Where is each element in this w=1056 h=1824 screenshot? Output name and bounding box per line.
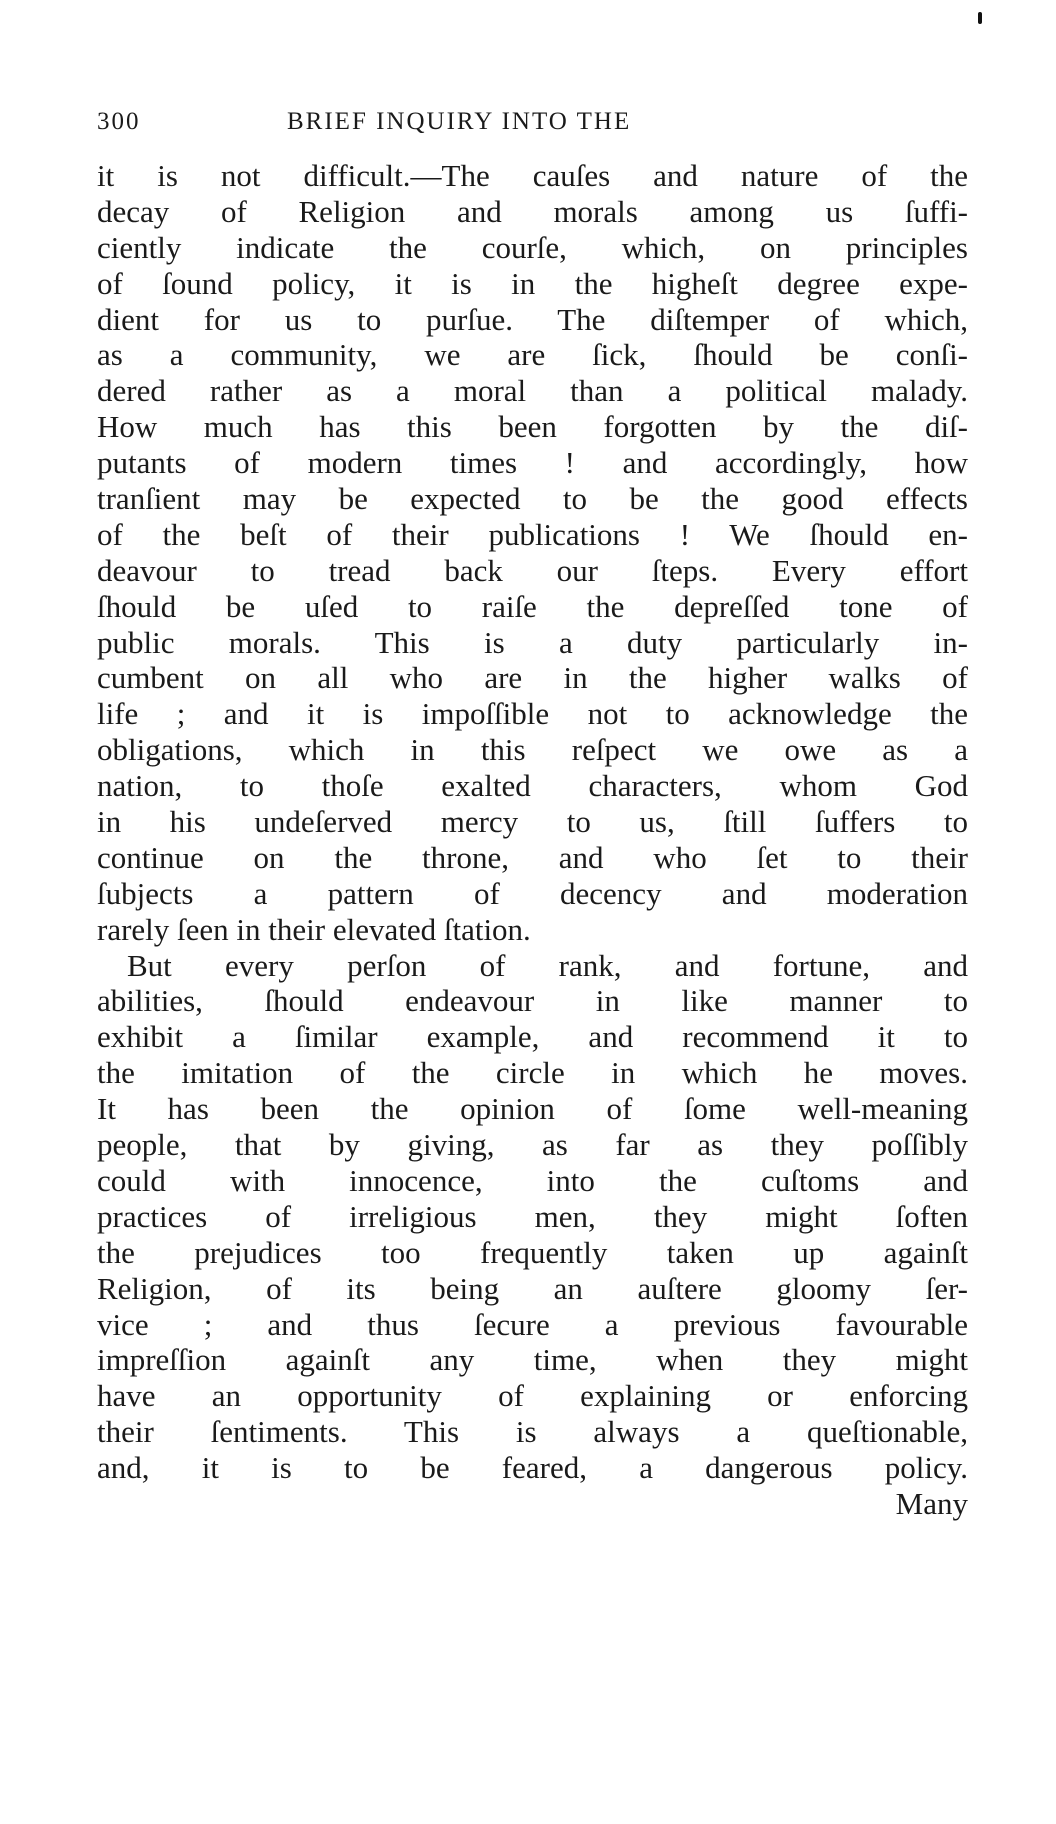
text-line: exhibit a ſimilar example, and recommend it to bbox=[97, 1019, 968, 1055]
text-line: obligations, which in this reſpect we owe as a bbox=[97, 732, 968, 768]
text-line: But every perſon of rank, and fortune, and bbox=[127, 947, 968, 983]
text-line: of ſound policy, it is in the higheſt degree expe- bbox=[97, 265, 968, 301]
text-line: impreſſion againſt any time, when they might bbox=[97, 1342, 968, 1378]
text-line: have an opportunity of explaining or enforcing bbox=[97, 1378, 968, 1414]
text-line: decay of Religion and morals among us ſuffi- bbox=[97, 193, 968, 229]
text-line: life ; and it is impoſſible not to acknowledge the bbox=[97, 696, 968, 732]
text-line: of the beſt of their publications ! We ſhould en- bbox=[97, 516, 968, 552]
text-line: abilities, ſhould endeavour in like manner to bbox=[97, 983, 968, 1019]
text-line: dered rather as a moral than a political malady. bbox=[97, 373, 968, 409]
text-line: as a community, we are ſick, ſhould be conſi- bbox=[97, 337, 968, 373]
text-line: cumbent on all who are in the higher walks of bbox=[97, 660, 968, 696]
text-line: vice ; and thus ſecure a previous favourable bbox=[97, 1306, 968, 1342]
text-line: ſhould be uſed to raiſe the depreſſed tone of bbox=[97, 588, 968, 624]
text-line: rarely ſeen in their elevated ſtation. bbox=[97, 911, 531, 947]
page-body bbox=[97, 158, 968, 1522]
running-header bbox=[97, 108, 968, 142]
text-line: ſubjects a pattern of decency and moderation bbox=[97, 875, 968, 911]
catchword: Many bbox=[895, 1485, 968, 1521]
text-line: dient for us to purſue. The diſtemper of which, bbox=[97, 301, 968, 337]
text-line: continue on the throne, and who ſet to their bbox=[97, 839, 968, 875]
text-line: practices of irreligious men, they might ſoften bbox=[97, 1198, 968, 1234]
text-line: their ſentiments. This is always a queſtionable, bbox=[97, 1414, 968, 1450]
text-line: How much has this been forgotten by the diſ- bbox=[97, 409, 968, 445]
text-line: the imitation of the circle in which he moves. bbox=[97, 1055, 968, 1091]
text-line: Religion, of its being an auſtere gloomy ſer- bbox=[97, 1270, 968, 1306]
text-line: the prejudices too frequently taken up againſt bbox=[97, 1234, 968, 1270]
text-line: tranſient may be expected to be the good effects bbox=[97, 481, 968, 517]
scan-mark bbox=[978, 12, 982, 24]
text-line: It has been the opinion of ſome well-meaning bbox=[97, 1091, 968, 1127]
running-title: BRIEF INQUIRY INTO THE bbox=[287, 108, 632, 135]
text-line: ciently indicate the courſe, which, on principles bbox=[97, 229, 968, 265]
text-line: people, that by giving, as far as they poſſibly bbox=[97, 1127, 968, 1163]
page-number: 300 bbox=[97, 108, 141, 135]
text-line: deavour to tread back our ſteps. Every effort bbox=[97, 552, 968, 588]
text-line: and, it is to be feared, a dangerous policy. bbox=[97, 1450, 968, 1486]
text-line: could with innocence, into the cuſtoms and bbox=[97, 1162, 968, 1198]
text-line: public morals. This is a duty particularly in- bbox=[97, 624, 968, 660]
text-line: nation, to thoſe exalted characters, whom God bbox=[97, 768, 968, 804]
text-line: in his undeſerved mercy to us, ſtill ſuffers to bbox=[97, 804, 968, 840]
text-line: putants of modern times ! and accordingly, how bbox=[97, 445, 968, 481]
text-line: it is not difficult.—The cauſes and nature of the bbox=[97, 158, 968, 193]
